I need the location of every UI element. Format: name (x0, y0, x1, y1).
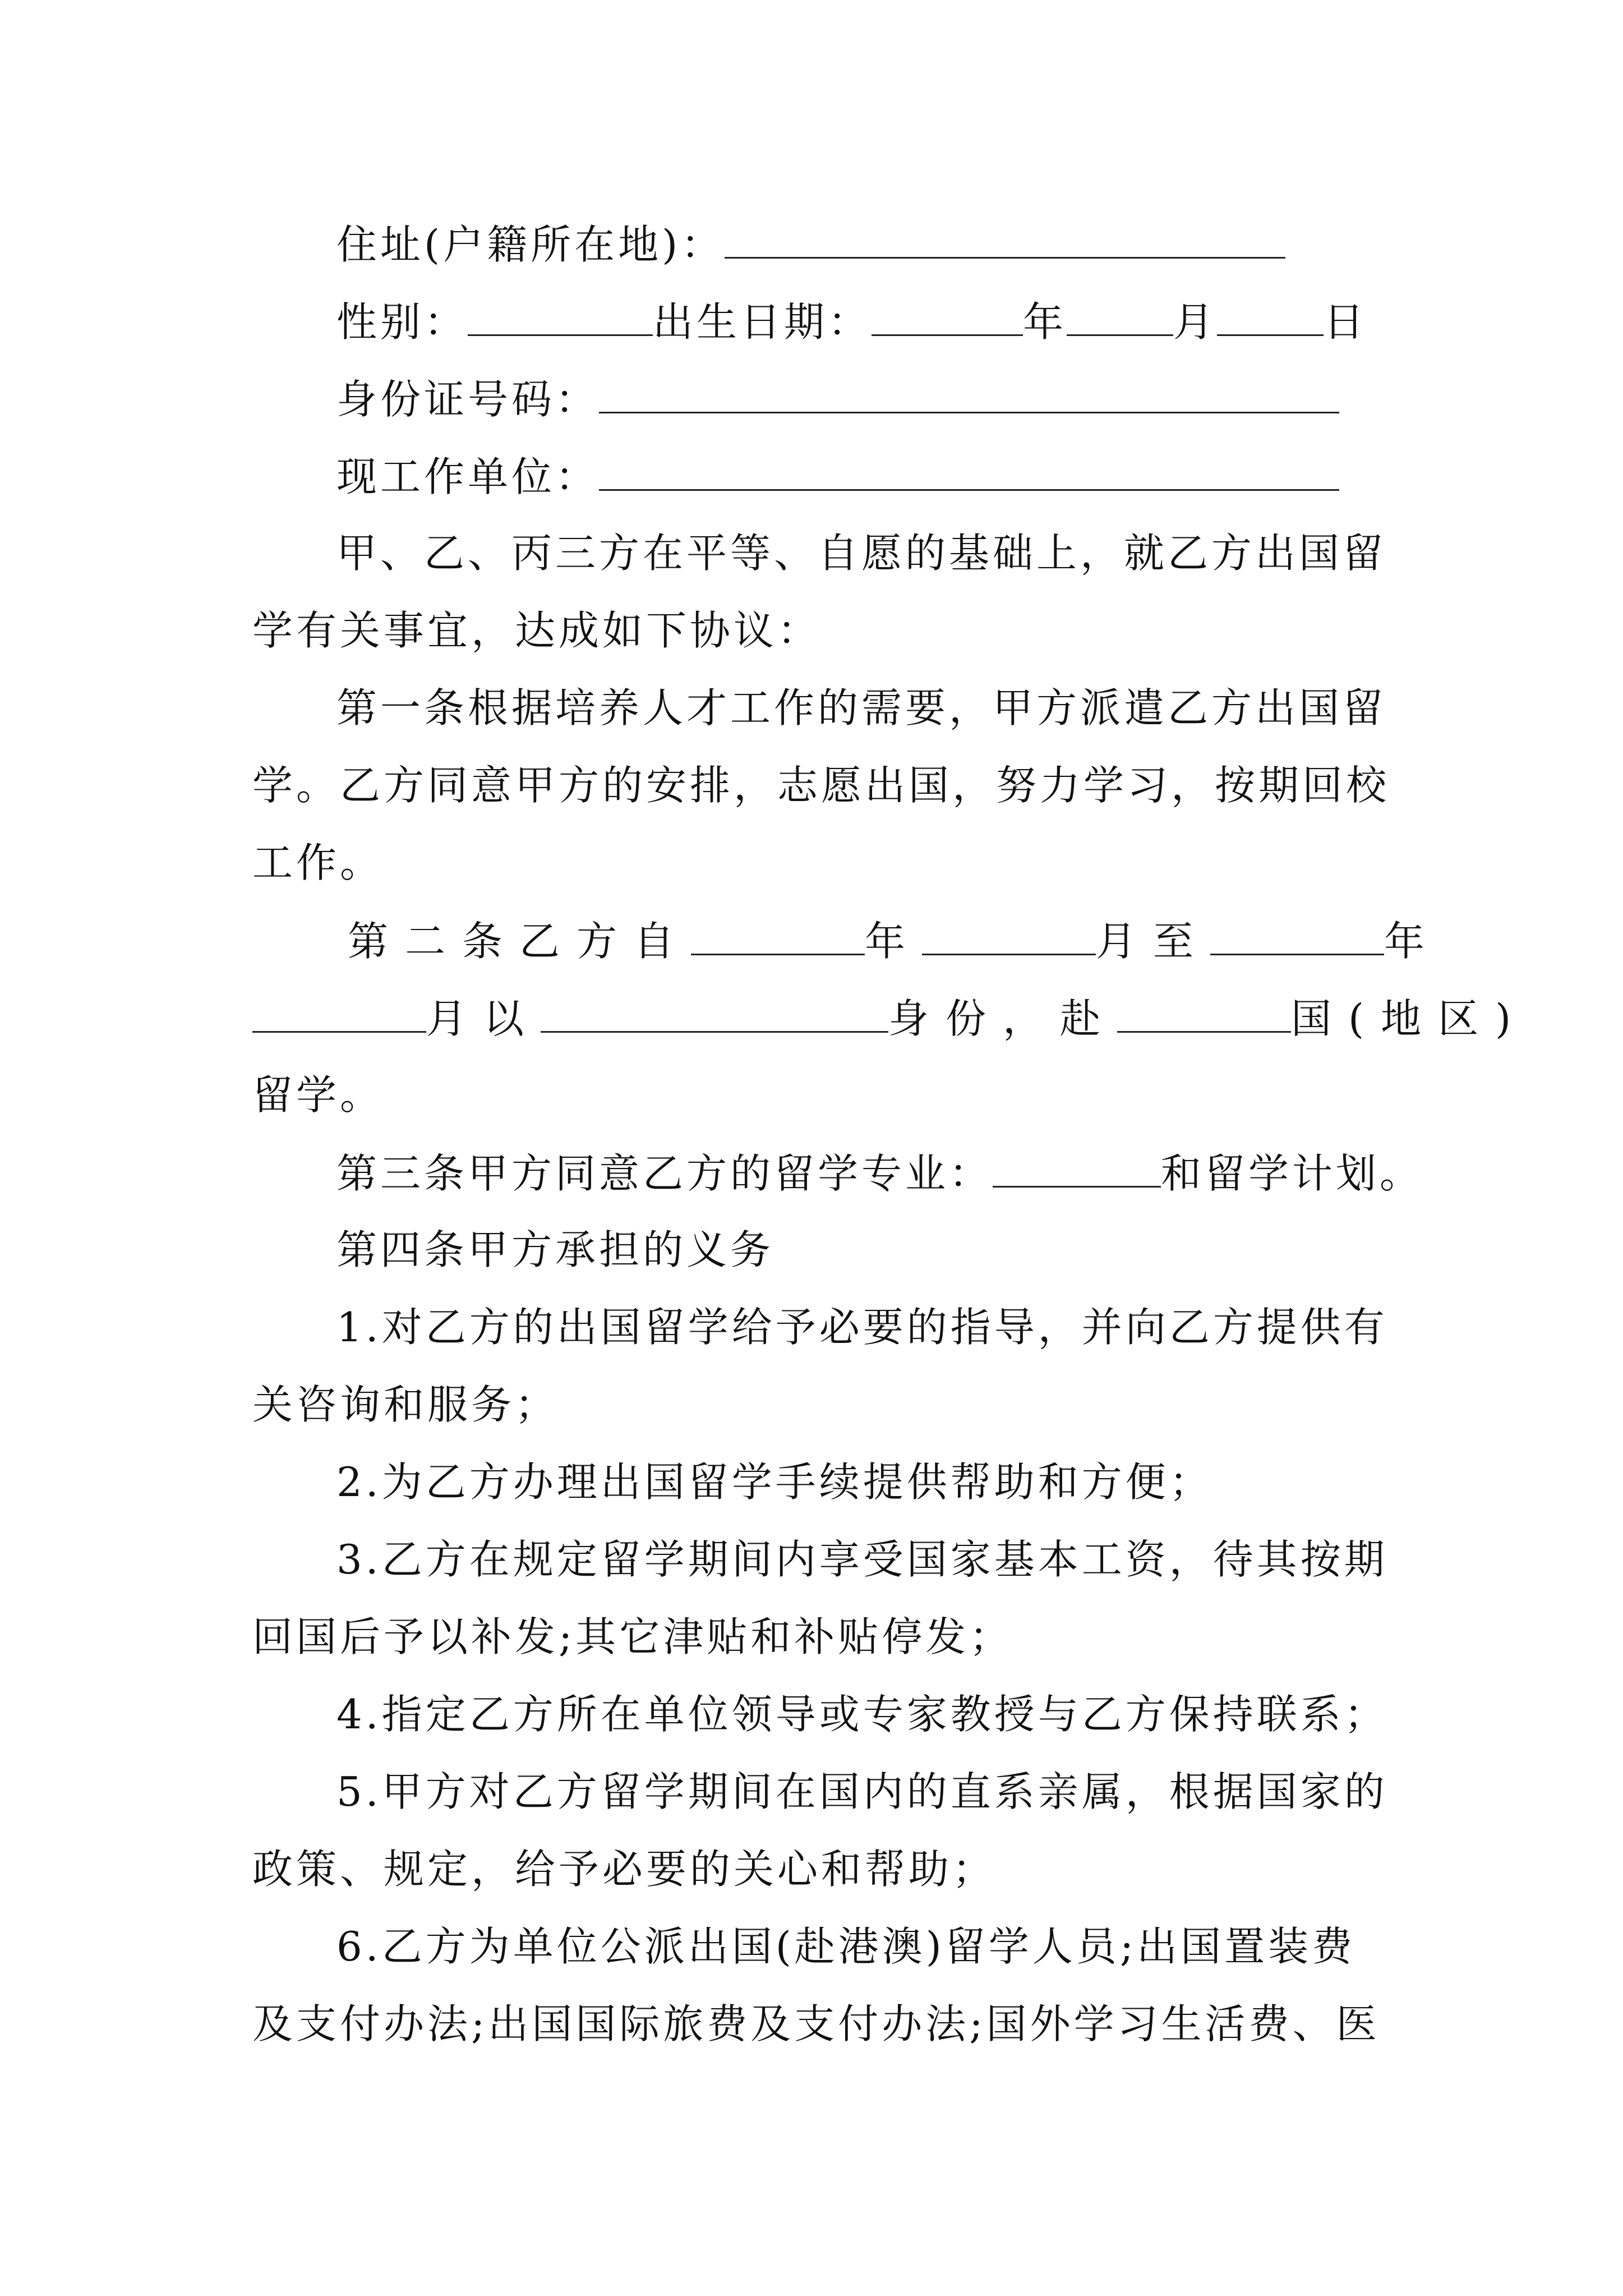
country-label: 国(地区) (1291, 995, 1528, 1042)
intro-line-1: 甲、乙、丙三方在平等、自愿的基础上，就乙方出国留 (336, 530, 1387, 577)
identity-label: 身份，赴 (888, 995, 1118, 1042)
major-blank[interactable] (993, 1139, 1161, 1188)
article-4-item-1-line-2: 关咨询和服务； (252, 1381, 559, 1428)
id-label: 身份证号码： (336, 376, 600, 423)
article-4-item-5-line-2: 政策、规定，给予必要的关心和帮助； (252, 1846, 997, 1893)
gender-blank[interactable] (468, 287, 653, 336)
year-label: 年 (1023, 298, 1067, 346)
end-month-label: 月以 (426, 995, 541, 1042)
article-4-item-4: 4.指定乙方所在单位领导或专家教授与乙方保持联系； (336, 1691, 1388, 1738)
article-2-line-1 (348, 907, 1441, 974)
end-year-label: 年 (1384, 918, 1442, 965)
country-blank[interactable] (1117, 984, 1291, 1033)
article-2-line-2 (252, 984, 1528, 1051)
article-3-line (336, 1139, 1423, 1206)
end-month-blank[interactable] (252, 984, 426, 1033)
article-4-title: 第四条甲方承担的义务 (336, 1226, 774, 1273)
start-month-blank[interactable] (922, 907, 1096, 955)
work-blank[interactable] (599, 442, 1339, 491)
address-line (336, 210, 1285, 277)
birth-month-blank[interactable] (1067, 287, 1173, 336)
article-1-line-3: 工作。 (252, 839, 384, 886)
article-4-item-6-line-1: 6.乙方为单位公派出国(赴港澳)留学人员;出国置装费 (336, 1923, 1356, 1970)
article-4-item-5-line-1: 5.甲方对乙方留学期间在国内的直系亲属，根据国家的 (336, 1768, 1388, 1815)
article-4-item-6-line-2: 及支付办法;出国国际旅费及支付办法;国外学习生活费、医 (252, 2000, 1380, 2047)
article-3-text: 第三条甲方同意乙方的留学专业： (336, 1150, 993, 1197)
article-1-line-1: 第一条根据培养人才工作的需要，甲方派遣乙方出国留 (336, 684, 1387, 731)
birth-year-blank[interactable] (872, 287, 1023, 336)
article-4-item-3-line-2: 回国后予以补发;其它津贴和补贴停发； (252, 1613, 1013, 1660)
start-month-label: 月至 (1096, 918, 1211, 965)
work-line (336, 442, 1339, 509)
gender-label: 性别： (336, 298, 468, 346)
intro-line-2: 学有关事宜，达成如下协议： (252, 607, 822, 654)
article-3-end: 和留学计划。 (1161, 1150, 1424, 1197)
birth-day-blank[interactable] (1217, 287, 1324, 336)
gender-birth-line (336, 287, 1367, 355)
day-label: 日 (1324, 298, 1368, 346)
id-blank[interactable] (599, 365, 1339, 413)
start-year-blank[interactable] (691, 907, 865, 955)
article-2-start: 第二条乙方自 (348, 918, 691, 965)
end-year-blank[interactable] (1210, 907, 1384, 955)
article-1-line-2: 学。乙方同意甲方的安排，志愿出国，努力学习，按期回校 (252, 762, 1390, 809)
article-4-item-2: 2.为乙方办理出国留学手续提供帮助和方便； (336, 1458, 1213, 1506)
id-line (336, 365, 1339, 432)
article-2-line-3: 留学。 (252, 1071, 384, 1119)
work-label: 现工作单位： (336, 453, 600, 500)
article-4-item-3-line-1: 3.乙方在规定留学期间内享受国家基本工资，待其按期 (336, 1536, 1388, 1583)
article-4-item-1-line-1: 1.对乙方的出国留学给予必要的指导，并向乙方提供有 (336, 1304, 1388, 1351)
month-label: 月 (1173, 298, 1218, 346)
address-blank[interactable] (725, 210, 1285, 259)
birth-label: 出生日期： (653, 298, 872, 346)
identity-blank[interactable] (541, 984, 888, 1033)
address-label: 住址(户籍所在地)： (336, 221, 725, 268)
start-year-label: 年 (865, 918, 923, 965)
